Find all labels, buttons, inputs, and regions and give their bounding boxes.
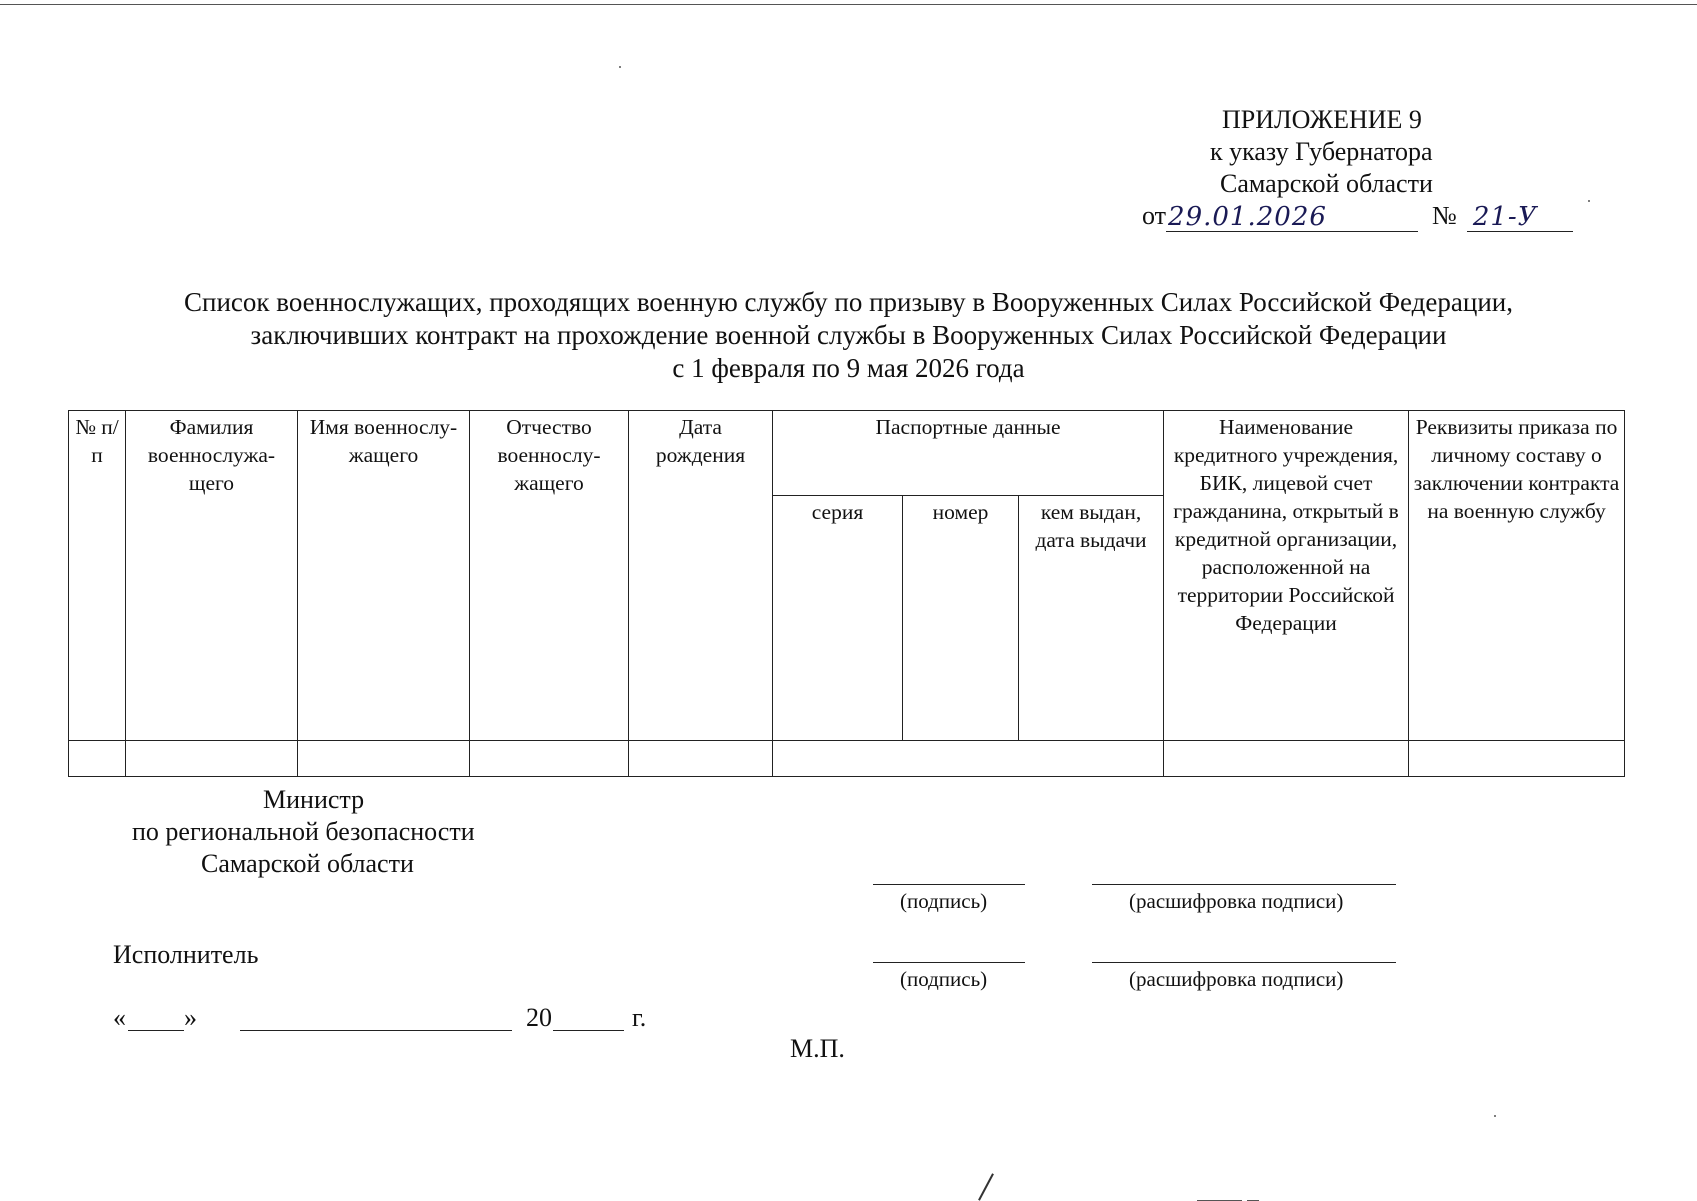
table-cell bbox=[629, 741, 773, 777]
table-cell bbox=[773, 741, 1164, 777]
minister-decode-line bbox=[1092, 884, 1396, 885]
date-year-prefix: 20 bbox=[526, 1003, 552, 1032]
minister-title: Министр bbox=[263, 785, 365, 814]
scan-speck bbox=[619, 66, 621, 68]
appendix-title: ПРИЛОЖЕНИЕ 9 bbox=[1222, 105, 1422, 134]
header-name: Имя военнослу- жащего bbox=[298, 411, 470, 741]
page-mark bbox=[978, 1173, 994, 1200]
date-year-line bbox=[553, 1030, 624, 1031]
appendix-date-line bbox=[1142, 200, 1573, 232]
date-month-line bbox=[240, 1030, 512, 1031]
minister-department: по региональной безопасности bbox=[132, 817, 475, 846]
stamp-place: М.П. bbox=[790, 1034, 845, 1063]
date-field bbox=[1166, 201, 1418, 232]
document-title-line-2: заключивших контракт на прохождение военной службы в Вооруженных Силах Российской Федерации bbox=[250, 320, 1447, 350]
header-passport-issued: кем выдан, дата выдачи bbox=[1019, 496, 1164, 741]
executor-decode-line bbox=[1092, 962, 1396, 963]
table-cell bbox=[1409, 741, 1625, 777]
date-day-line bbox=[128, 1030, 184, 1031]
executor-decode-caption: (расшифровка подписи) bbox=[1129, 967, 1344, 991]
handwritten-date: 29.01.2026 bbox=[1168, 202, 1327, 232]
table-cell bbox=[470, 741, 629, 777]
document-title-line-1: Список военнослужащих, проходящих военную службу по призыву в Вооруженных Силах Российской Федерации, bbox=[184, 287, 1513, 317]
header-surname: Фамилия военнослужа- щего bbox=[126, 411, 298, 741]
appendix-decree-line: к указу Губернатора bbox=[1210, 137, 1433, 166]
document-title-line-3: с 1 февраля по 9 мая 2026 года bbox=[672, 353, 1025, 383]
date-open-quote: « bbox=[113, 1003, 126, 1032]
date-close-quote: » bbox=[184, 1003, 197, 1032]
executor-signature-caption: (подпись) bbox=[900, 967, 988, 991]
header-number: № п/п bbox=[69, 411, 126, 741]
minister-signature-line bbox=[873, 884, 1025, 885]
date-year-suffix: г. bbox=[632, 1003, 647, 1032]
scan-speck bbox=[1588, 200, 1590, 202]
date-prefix: от bbox=[1142, 201, 1167, 230]
table-cell bbox=[298, 741, 470, 777]
header-passport: Паспортные данные bbox=[773, 411, 1164, 496]
table-header-row bbox=[69, 411, 1625, 496]
scan-speck bbox=[1494, 1115, 1496, 1117]
header-bank: Наименование кредитного учреждения, БИК, лицевой счет гражданина, открытый в кредитной организации, расположенной на территории Российской Федерации bbox=[1164, 411, 1409, 741]
number-sign: № bbox=[1432, 201, 1457, 230]
table-cell bbox=[69, 741, 126, 777]
minister-decode-caption: (расшифровка подписи) bbox=[1129, 889, 1344, 913]
header-passport-number: номер bbox=[903, 496, 1019, 741]
servicemen-table bbox=[68, 410, 1625, 777]
table-cell bbox=[126, 741, 298, 777]
header-passport-series: серия bbox=[773, 496, 903, 741]
handwritten-number: 21-У bbox=[1472, 202, 1538, 232]
minister-region: Самарской области bbox=[201, 849, 414, 878]
header-patronymic: Отчество военнослу- жащего bbox=[470, 411, 629, 741]
appendix-region-line: Самарской области bbox=[1220, 169, 1433, 198]
executor-signature-line bbox=[873, 962, 1025, 963]
minister-signature-caption: (подпись) bbox=[900, 889, 988, 913]
header-birth-date: Дата рождения bbox=[629, 411, 773, 741]
table-row bbox=[69, 741, 1625, 777]
number-field bbox=[1467, 201, 1573, 232]
executor-label: Исполнитель bbox=[113, 940, 259, 969]
top-border-line bbox=[0, 4, 1697, 5]
table-cell bbox=[1164, 741, 1409, 777]
header-order: Реквизиты приказа по личному составу о заключении контракта на военную службу bbox=[1409, 411, 1625, 741]
